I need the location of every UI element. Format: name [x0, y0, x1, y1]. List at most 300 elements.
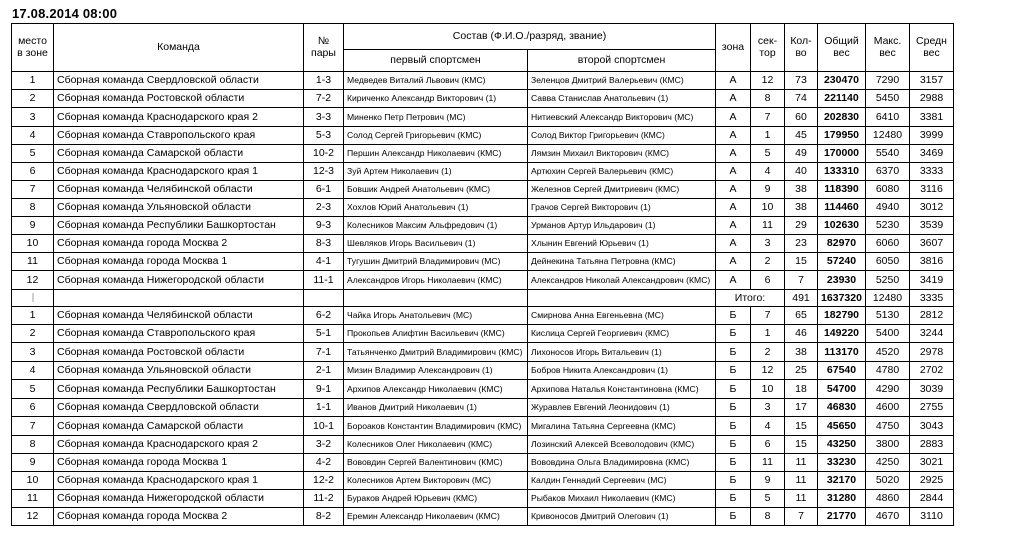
total-avg: 3335 [910, 290, 954, 307]
first-athlete-cell: Архипов Александр Николаевич (КМС) [344, 380, 528, 399]
avg-weight-cell: 3039 [910, 380, 954, 399]
table-row [12, 271, 954, 290]
first-athlete-cell: Шевляков Игорь Васильевич (1) [344, 235, 528, 253]
second-athlete-cell: Хлынин Евгений Юрьевич (1) [528, 235, 716, 253]
place-cell: 5 [12, 380, 54, 399]
avg-weight-cell: 2883 [910, 436, 954, 454]
total-weight: 1637320 [818, 290, 866, 307]
table-row [12, 181, 954, 199]
total-weight-cell: 113170 [818, 343, 866, 362]
first-athlete-cell: Бовшик Андрей Анатольевич (КМС) [344, 181, 528, 199]
sector-cell: 6 [751, 271, 785, 290]
avg-weight-cell: 3157 [910, 72, 954, 90]
team-cell: Сборная команда Ставропольского края [54, 127, 304, 145]
table-row [12, 127, 954, 145]
pair-cell: 11-2 [304, 490, 344, 508]
second-athlete-cell: Зеленцов Дмитрий Валерьевич (КМС) [528, 72, 716, 90]
table-row [12, 108, 954, 127]
zone-cell: Б [716, 454, 751, 472]
second-athlete-cell: Мигалина Татьяна Сергеевна (КМС) [528, 417, 716, 436]
zone-cell: А [716, 181, 751, 199]
sector-cell: 4 [751, 417, 785, 436]
second-athlete-cell: Железнов Сергей Дмитриевич (КМС) [528, 181, 716, 199]
total-weight-cell: 33230 [818, 454, 866, 472]
total-max: 12480 [866, 290, 910, 307]
zone-cell: А [716, 199, 751, 217]
total-weight-cell: 179950 [818, 127, 866, 145]
count-cell: 11 [785, 490, 818, 508]
zone-cell: А [716, 253, 751, 271]
second-athlete-cell: Смирнова Анна Евгеньевна (МС) [528, 307, 716, 325]
max-weight-cell: 12480 [866, 127, 910, 145]
place-cell: 3 [12, 343, 54, 362]
pair-cell: 1-1 [304, 399, 344, 417]
sector-cell: 4 [751, 163, 785, 181]
sector-cell: 10 [751, 199, 785, 217]
max-weight-cell: 5400 [866, 325, 910, 343]
avg-weight-cell: 2812 [910, 307, 954, 325]
place-cell: 7 [12, 181, 54, 199]
pair-cell: 8-2 [304, 508, 344, 526]
place-cell: 4 [12, 127, 54, 145]
second-athlete-cell: Урманов Артур Ильдарович (1) [528, 217, 716, 235]
pair-cell: 3-2 [304, 436, 344, 454]
avg-weight-cell: 2978 [910, 343, 954, 362]
place-cell: 2 [12, 325, 54, 343]
max-weight-cell: 3800 [866, 436, 910, 454]
zone-a-summary [12, 290, 954, 307]
col-pair-header: № пары [304, 24, 344, 72]
results-table [11, 23, 954, 526]
pair-cell: 2-1 [304, 362, 344, 380]
first-athlete-cell: Александров Игорь Николаевич (КМС) [344, 271, 528, 290]
table-row [12, 472, 954, 490]
sector-cell: 11 [751, 217, 785, 235]
sector-cell: 7 [751, 108, 785, 127]
team-cell: Сборная команда Ростовской области [54, 90, 304, 108]
max-weight-cell: 4520 [866, 343, 910, 362]
max-weight-cell: 6060 [866, 235, 910, 253]
first-athlete-cell: Вововдин Сергей Валентинович (КМС) [344, 454, 528, 472]
count-cell: 49 [785, 145, 818, 163]
total-weight-cell: 230470 [818, 72, 866, 90]
count-cell: 25 [785, 362, 818, 380]
place-cell: 10 [12, 235, 54, 253]
pair-cell: 6-1 [304, 181, 344, 199]
avg-weight-cell: 3021 [910, 454, 954, 472]
table-row [12, 325, 954, 343]
place-cell: 8 [12, 436, 54, 454]
zone-cell: А [716, 235, 751, 253]
pair-cell: 10-2 [304, 145, 344, 163]
max-weight-cell: 4750 [866, 417, 910, 436]
max-weight-cell: 6050 [866, 253, 910, 271]
max-weight-cell: 6370 [866, 163, 910, 181]
max-weight-cell: 7290 [866, 72, 910, 90]
pair-cell: 4-1 [304, 253, 344, 271]
team-cell: Сборная команда Самарской области [54, 417, 304, 436]
max-weight-cell: 6410 [866, 108, 910, 127]
col-first-header: первый спортсмен [344, 50, 528, 72]
zone-cell: Б [716, 325, 751, 343]
first-athlete-cell: Зуй Артем Николаевич (1) [344, 163, 528, 181]
max-weight-cell: 4670 [866, 508, 910, 526]
team-cell: Сборная команда города Москва 2 [54, 508, 304, 526]
max-weight-cell: 5230 [866, 217, 910, 235]
col-team-header: Команда [54, 24, 304, 72]
first-athlete-cell: Бураков Андрей Юрьевич (КМС) [344, 490, 528, 508]
avg-weight-cell: 3333 [910, 163, 954, 181]
pair-cell: 7-2 [304, 90, 344, 108]
place-cell: 8 [12, 199, 54, 217]
count-cell: 29 [785, 217, 818, 235]
sector-cell: 8 [751, 90, 785, 108]
zone-cell: Б [716, 362, 751, 380]
avg-weight-cell: 3419 [910, 271, 954, 290]
team-cell: Сборная команда Республики Башкортостан [54, 217, 304, 235]
team-cell: Сборная команда Челябинской области [54, 307, 304, 325]
table-row [12, 399, 954, 417]
sector-cell: 8 [751, 508, 785, 526]
table-row [12, 417, 954, 436]
total-weight-cell: 170000 [818, 145, 866, 163]
second-athlete-cell: Архипова Наталья Константиновна (КМС) [528, 380, 716, 399]
max-weight-cell: 4250 [866, 454, 910, 472]
max-weight-cell: 4290 [866, 380, 910, 399]
team-cell: Сборная команда Краснодарского края 2 [54, 108, 304, 127]
table-row [12, 253, 954, 271]
zone-cell: Б [716, 436, 751, 454]
first-athlete-cell: Миненко Петр Петрович (МС) [344, 108, 528, 127]
zone-cell: А [716, 217, 751, 235]
total-weight-cell: 133310 [818, 163, 866, 181]
first-athlete-cell: Иванов Дмитрий Николаевич (1) [344, 399, 528, 417]
team-cell: Сборная команда Самарской области [54, 145, 304, 163]
first-athlete-cell: Бороаков Константин Владимирович (КМС) [344, 417, 528, 436]
max-weight-cell: 4780 [866, 362, 910, 380]
count-cell: 38 [785, 343, 818, 362]
count-cell: 74 [785, 90, 818, 108]
second-athlete-cell: Калдин Геннадий Сергеевич (МС) [528, 472, 716, 490]
team-cell: Сборная команда города Москва 1 [54, 454, 304, 472]
first-athlete-cell: Хохлов Юрий Анатольевич (1) [344, 199, 528, 217]
table-row [12, 90, 954, 108]
max-weight-cell: 5250 [866, 271, 910, 290]
total-weight-cell: 221140 [818, 90, 866, 108]
zone-b-rows [12, 307, 954, 526]
col-place-header: место в зоне [12, 24, 54, 72]
table-row [12, 72, 954, 90]
place-cell: 6 [12, 399, 54, 417]
pair-cell: 12-2 [304, 472, 344, 490]
second-athlete-cell: Кривоносов Дмитрий Олегович (1) [528, 508, 716, 526]
table-row [12, 235, 954, 253]
place-cell: 10 [12, 472, 54, 490]
second-athlete-cell: Лямзин Михаил Викторович (КМС) [528, 145, 716, 163]
pair-cell: 10-1 [304, 417, 344, 436]
zone-cell: Б [716, 307, 751, 325]
total-label: Итого: [716, 290, 785, 307]
sector-cell: 10 [751, 380, 785, 399]
zone-cell: Б [716, 490, 751, 508]
max-weight-cell: 4860 [866, 490, 910, 508]
count-cell: 18 [785, 380, 818, 399]
avg-weight-cell: 2844 [910, 490, 954, 508]
sector-cell: 1 [751, 127, 785, 145]
zone-cell: А [716, 90, 751, 108]
table-row [12, 508, 954, 526]
zone-cell: Б [716, 343, 751, 362]
place-cell: 11 [12, 253, 54, 271]
sector-cell: 1 [751, 325, 785, 343]
sector-cell: 2 [751, 343, 785, 362]
first-athlete-cell: Прокопьев Алифтин Васильевич (КМС) [344, 325, 528, 343]
avg-weight-cell: 3244 [910, 325, 954, 343]
place-cell: 11 [12, 490, 54, 508]
zone-a-rows [12, 72, 954, 290]
pair-cell: 5-3 [304, 127, 344, 145]
first-athlete-cell: Солод Сергей Григорьевич (КМС) [344, 127, 528, 145]
zone-cell: Б [716, 508, 751, 526]
count-cell: 40 [785, 163, 818, 181]
zone-cell: Б [716, 380, 751, 399]
second-athlete-cell: Артюхин Сергей Валерьевич (КМС) [528, 163, 716, 181]
sector-cell: 9 [751, 181, 785, 199]
place-cell: 9 [12, 217, 54, 235]
team-cell: Сборная команда Краснодарского края 1 [54, 163, 304, 181]
sector-cell: 12 [751, 362, 785, 380]
place-cell: 1 [12, 307, 54, 325]
max-weight-cell: 5020 [866, 472, 910, 490]
count-cell: 7 [785, 508, 818, 526]
avg-weight-cell: 3116 [910, 181, 954, 199]
col-sector-header: сек-тор [751, 24, 785, 72]
zone-cell: Б [716, 417, 751, 436]
document-datetime: 17.08.2014 08:00 [12, 6, 118, 21]
sector-cell: 7 [751, 307, 785, 325]
place-cell: 5 [12, 145, 54, 163]
pair-cell: 11-1 [304, 271, 344, 290]
zone-cell: А [716, 271, 751, 290]
table-row [12, 380, 954, 399]
avg-weight-cell: 3043 [910, 417, 954, 436]
sector-cell: 6 [751, 436, 785, 454]
total-weight-cell: 23930 [818, 271, 866, 290]
count-cell: 60 [785, 108, 818, 127]
table-row [12, 454, 954, 472]
first-athlete-cell: Колесников Олег Николаевич (КМС) [344, 436, 528, 454]
team-cell: Сборная команда Ульяновской области [54, 362, 304, 380]
total-weight-cell: 118390 [818, 181, 866, 199]
total-weight-cell: 202830 [818, 108, 866, 127]
zone-cell: Б [716, 472, 751, 490]
total-weight-cell: 67540 [818, 362, 866, 380]
avg-weight-cell: 2755 [910, 399, 954, 417]
team-cell: Сборная команда Краснодарского края 1 [54, 472, 304, 490]
pair-cell: 3-3 [304, 108, 344, 127]
avg-weight-cell: 2988 [910, 90, 954, 108]
sector-cell: 9 [751, 472, 785, 490]
second-athlete-cell: Савва Станислав Анатольевич (1) [528, 90, 716, 108]
count-cell: 73 [785, 72, 818, 90]
pair-cell: 4-2 [304, 454, 344, 472]
sector-cell: 11 [751, 454, 785, 472]
count-cell: 11 [785, 454, 818, 472]
pair-cell: 12-3 [304, 163, 344, 181]
place-cell: 6 [12, 163, 54, 181]
count-cell: 38 [785, 199, 818, 217]
avg-weight-cell: 3012 [910, 199, 954, 217]
place-cell: 3 [12, 108, 54, 127]
team-cell: Сборная команда Нижегородской области [54, 490, 304, 508]
avg-weight-cell: 3999 [910, 127, 954, 145]
max-weight-cell: 4940 [866, 199, 910, 217]
avg-weight-cell: 3110 [910, 508, 954, 526]
team-cell: Сборная команда Ростовской области [54, 343, 304, 362]
max-weight-cell: 5130 [866, 307, 910, 325]
first-athlete-cell: Мизин Владимир Александрович (1) [344, 362, 528, 380]
table-row [12, 217, 954, 235]
second-athlete-cell: Вововдина Ольга Владимировна (КМС) [528, 454, 716, 472]
zone-cell: А [716, 127, 751, 145]
pair-cell: 2-3 [304, 199, 344, 217]
zone-cell: А [716, 72, 751, 90]
max-weight-cell: 4600 [866, 399, 910, 417]
team-cell: Сборная команда города Москва 2 [54, 235, 304, 253]
sector-cell: 3 [751, 235, 785, 253]
avg-weight-cell: 3469 [910, 145, 954, 163]
pair-cell: 8-3 [304, 235, 344, 253]
total-weight-cell: 46830 [818, 399, 866, 417]
pair-cell: 6-2 [304, 307, 344, 325]
avg-weight-cell: 2702 [910, 362, 954, 380]
total-weight-cell: 149220 [818, 325, 866, 343]
pair-cell: 9-1 [304, 380, 344, 399]
count-cell: 7 [785, 271, 818, 290]
place-cell: 12 [12, 508, 54, 526]
total-weight-cell: 114460 [818, 199, 866, 217]
second-athlete-cell: Лозинский Алексей Всеволодович (КМС) [528, 436, 716, 454]
count-cell: 46 [785, 325, 818, 343]
team-cell: Сборная команда Свердловской области [54, 72, 304, 90]
second-athlete-cell: Солод Виктор Григорьевич (КМС) [528, 127, 716, 145]
total-weight-cell: 21770 [818, 508, 866, 526]
total-weight-cell: 31280 [818, 490, 866, 508]
second-athlete-cell: Журавлев Евгений Леонидович (1) [528, 399, 716, 417]
count-cell: 15 [785, 417, 818, 436]
col-composition-header: Состав (Ф.И.О./разряд, звание) [344, 24, 716, 50]
total-weight-cell: 182790 [818, 307, 866, 325]
second-athlete-cell: Дейнекина Татьяна Петровна (КМС) [528, 253, 716, 271]
second-athlete-cell: Нитиевский Александр Викторович (МС) [528, 108, 716, 127]
zone-cell: Б [716, 399, 751, 417]
team-cell: Сборная команда города Москва 1 [54, 253, 304, 271]
zone-cell: А [716, 145, 751, 163]
first-athlete-cell: Чайка Игорь Анатольевич (МС) [344, 307, 528, 325]
first-athlete-cell: Татьянченко Дмитрий Владимирович (КМС) [344, 343, 528, 362]
place-cell: 1 [12, 72, 54, 90]
avg-weight-cell: 3816 [910, 253, 954, 271]
table-row [12, 307, 954, 325]
col-second-header: второй спортсмен [528, 50, 716, 72]
total-weight-cell: 82970 [818, 235, 866, 253]
first-athlete-cell: Колесников Максим Альфредович (1) [344, 217, 528, 235]
table-row [12, 490, 954, 508]
total-weight-cell: 43250 [818, 436, 866, 454]
first-athlete-cell: Кириченко Александр Викторович (1) [344, 90, 528, 108]
sector-cell: 2 [751, 253, 785, 271]
first-athlete-cell: Першин Александр Николаевич (КМС) [344, 145, 528, 163]
col-zone-header: зона [716, 24, 751, 72]
sector-cell: 12 [751, 72, 785, 90]
table-row [12, 163, 954, 181]
place-cell: 2 [12, 90, 54, 108]
count-cell: 23 [785, 235, 818, 253]
col-avg-header: Средн вес [910, 24, 954, 72]
table-row [12, 436, 954, 454]
table-row [12, 199, 954, 217]
avg-weight-cell: 3381 [910, 108, 954, 127]
col-total-header: Общий вес [818, 24, 866, 72]
total-weight-cell: 45650 [818, 417, 866, 436]
place-cell: 4 [12, 362, 54, 380]
total-weight-cell: 32170 [818, 472, 866, 490]
place-cell: 12 [12, 271, 54, 290]
team-cell: Сборная команда Челябинской области [54, 181, 304, 199]
table-row [12, 362, 954, 380]
place-cell: 9 [12, 454, 54, 472]
second-athlete-cell: Грачов Сергей Викторович (1) [528, 199, 716, 217]
col-max-header: Макс. вес [866, 24, 910, 72]
count-cell: 11 [785, 472, 818, 490]
zone-cell: А [716, 163, 751, 181]
first-athlete-cell: Еремин Александр Николаевич (КМС) [344, 508, 528, 526]
max-weight-cell: 5540 [866, 145, 910, 163]
count-cell: 45 [785, 127, 818, 145]
zone-cell: А [716, 108, 751, 127]
sector-cell: 5 [751, 145, 785, 163]
avg-weight-cell: 2925 [910, 472, 954, 490]
first-athlete-cell: Тугушин Дмитрий Владимирович (МС) [344, 253, 528, 271]
team-cell: Сборная команда Ставропольского края [54, 325, 304, 343]
table-row [12, 145, 954, 163]
second-athlete-cell: Бобров Никита Александрович (1) [528, 362, 716, 380]
team-cell: Сборная команда Нижегородской области [54, 271, 304, 290]
total-weight-cell: 57240 [818, 253, 866, 271]
count-cell: 15 [785, 253, 818, 271]
total-weight-cell: 54700 [818, 380, 866, 399]
count-cell: 65 [785, 307, 818, 325]
avg-weight-cell: 3607 [910, 235, 954, 253]
second-athlete-cell: Кислица Сергей Георгиевич (КМС) [528, 325, 716, 343]
pair-cell: 7-1 [304, 343, 344, 362]
col-count-header: Кол-во [785, 24, 818, 72]
place-cell: 7 [12, 417, 54, 436]
sector-cell: 5 [751, 490, 785, 508]
total-count: 491 [785, 290, 818, 307]
team-cell: Сборная команда Ульяновской области [54, 199, 304, 217]
first-athlete-cell: Медведев Виталий Львович (КМС) [344, 72, 528, 90]
pair-cell: 5-1 [304, 325, 344, 343]
total-weight-cell: 102630 [818, 217, 866, 235]
count-cell: 38 [785, 181, 818, 199]
max-weight-cell: 6080 [866, 181, 910, 199]
second-athlete-cell: Рыбаков Михаил Николаевич (КМС) [528, 490, 716, 508]
team-cell: Сборная команда Свердловской области [54, 399, 304, 417]
table-row [12, 343, 954, 362]
sector-cell: 3 [751, 399, 785, 417]
total-row [12, 290, 954, 307]
